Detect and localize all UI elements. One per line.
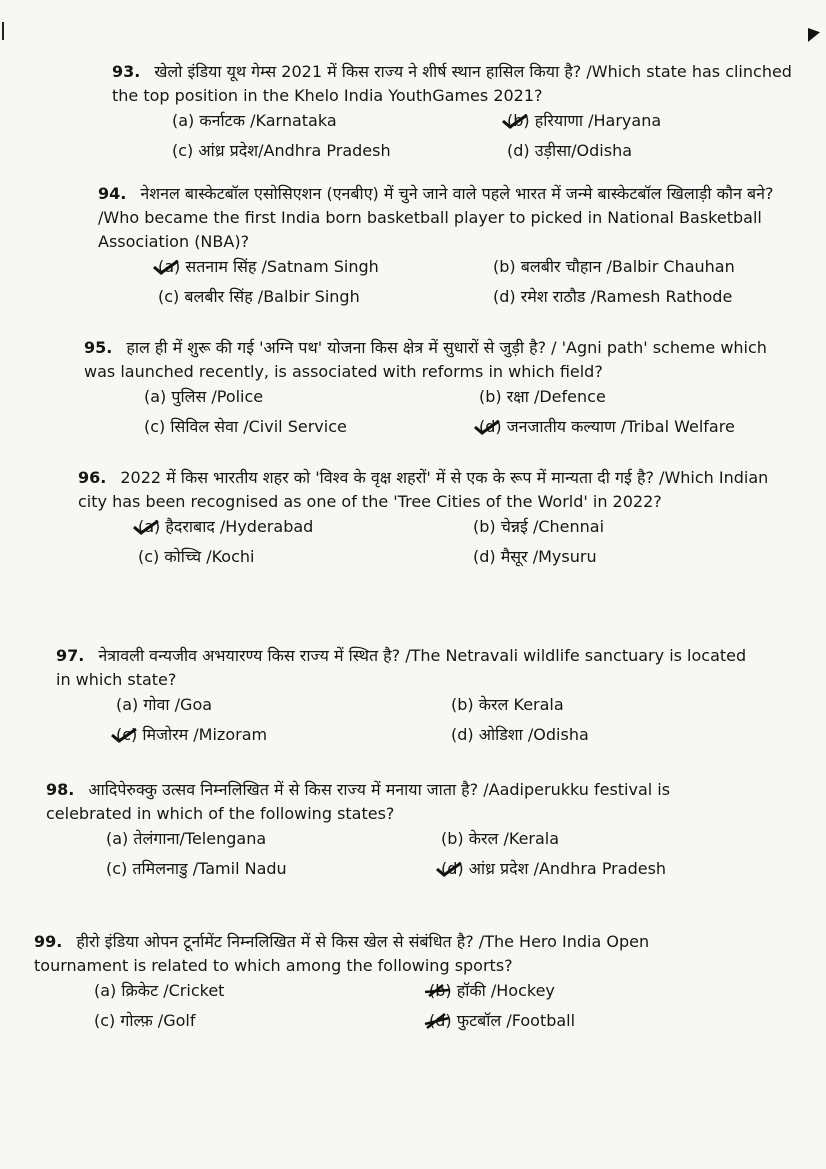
option-c[interactable]: (c) गोल्फ़ /Golf <box>94 1011 196 1030</box>
page-edge-mark <box>2 22 4 40</box>
option-a[interactable]: (a) पुलिस /Police <box>144 387 264 406</box>
options-list <box>78 516 778 578</box>
options-list <box>56 694 756 756</box>
option-d-label: (d) आंध्र प्रदेश /Andhra Pradesh <box>441 859 667 878</box>
question-text: 2022 में किस भारतीय शहर को 'विश्व के वृक्ष शहरों' में से एक के रूप में मान्यता दी गई है? /Which Indian city has been recognised as one of the 'Tree Cities of the World' in 2022? <box>78 468 769 511</box>
question-98 <box>46 778 746 890</box>
option-b-label: (b) हरियाणा /Haryana <box>507 111 662 130</box>
option-a[interactable] <box>158 256 379 278</box>
option-c-label: (c) मिजोरम /Mizoram <box>116 725 268 744</box>
option-a-label: (a) हैदराबाद /Hyderabad <box>138 517 314 536</box>
options-list <box>112 110 812 172</box>
option-d[interactable]: (d) मैसूर /Mysuru <box>473 547 597 566</box>
question-99 <box>34 930 734 1042</box>
question-94 <box>98 182 798 318</box>
question-text: नेत्रावली वन्यजीव अभयारण्य किस राज्य में स्थित है? /The Netravali wildlife sanctuary is located in which state? <box>56 646 747 689</box>
option-b[interactable] <box>507 110 661 132</box>
option-a[interactable]: (a) तेलंगाना/Telengana <box>106 829 267 848</box>
options-list <box>34 980 734 1042</box>
question-number: 99. <box>34 932 63 951</box>
option-c[interactable]: (c) तमिलनाडु /Tamil Nadu <box>106 859 287 878</box>
question-number: 98. <box>46 780 75 799</box>
options-list <box>98 256 798 318</box>
option-c[interactable]: (c) आंध्र प्रदेश/Andhra Pradesh <box>172 141 391 160</box>
option-b[interactable] <box>429 980 555 1002</box>
question-number: 94. <box>98 184 127 203</box>
option-b[interactable]: (b) बलबीर चौहान /Balbir Chauhan <box>493 257 735 276</box>
question-text: नेशनल बास्केटबॉल एसोसिएशन (एनबीए) में चुने जाने वाले पहले भारत में जन्मे बास्केटबॉल खिलाड़ी कौन बने? /Who became the first India born basketball player to picked in National Basketball Association (NBA)? <box>98 184 774 251</box>
question-text: हाल ही में शुरू की गई 'अग्नि पथ' योजना किस क्षेत्र में सुधारों से जुड़ी है? / 'Agni path' scheme which was launched recently, is associated with reforms in which field? <box>84 338 767 381</box>
option-c[interactable]: (c) बलबीर सिंह /Balbir Singh <box>158 287 360 306</box>
option-a[interactable]: (a) कर्नाटक /Karnataka <box>172 111 337 130</box>
option-c[interactable]: (c) सिविल सेवा /Civil Service <box>144 417 347 436</box>
question-96 <box>78 466 778 578</box>
option-a-label: (a) सतनाम सिंह /Satnam Singh <box>158 257 379 276</box>
option-b[interactable]: (b) रक्षा /Defence <box>479 387 606 406</box>
option-d[interactable] <box>429 1010 575 1032</box>
option-c[interactable] <box>116 724 267 746</box>
question-text: हीरो इंडिया ओपन टूर्नामेंट निम्नलिखित में से किस खेल से संबंधित है? /The Hero India Open tournament is related to which among the following sports? <box>34 932 650 975</box>
option-d[interactable] <box>479 416 735 438</box>
question-number: 93. <box>112 62 141 81</box>
option-b[interactable]: (b) केरल Kerala <box>451 695 564 714</box>
question-text: आदिपेरुक्कु उत्सव निम्नलिखित में से किस राज्य में मनाया जाता है? /Aadiperukku festival is celebrated in which of the following states? <box>46 780 671 823</box>
option-a[interactable]: (a) गोवा /Goa <box>116 695 213 714</box>
option-a[interactable] <box>138 516 313 538</box>
question-text: खेलो इंडिया यूथ गेम्स 2021 में किस राज्य ने शीर्ष स्थान हासिल किया है? /Which state has clinched the top position in the Khelo India YouthGames 2021? <box>112 62 792 105</box>
option-b[interactable]: (b) केरल /Kerala <box>441 829 560 848</box>
question-number: 97. <box>56 646 85 665</box>
option-d[interactable]: (d) ओडिशा /Odisha <box>451 725 589 744</box>
corner-arrow-mark <box>808 28 820 42</box>
question-95 <box>84 336 784 448</box>
option-c[interactable]: (c) कोच्चि /Kochi <box>138 547 255 566</box>
option-d[interactable]: (d) रमेश राठौड /Ramesh Rathode <box>493 287 733 306</box>
option-b[interactable]: (b) चेन्नई /Chennai <box>473 517 605 536</box>
question-93 <box>112 60 812 172</box>
option-d[interactable]: (d) उड़ीसा/Odisha <box>507 141 633 160</box>
question-number: 95. <box>84 338 113 357</box>
options-list <box>46 828 746 890</box>
option-d-label: (d) फुटबॉल /Football <box>429 1011 576 1030</box>
question-97 <box>56 644 756 756</box>
option-b-label: (b) हॉकी /Hockey <box>429 981 555 1000</box>
options-list <box>84 386 784 448</box>
option-d[interactable] <box>441 858 666 880</box>
option-d-label: (d) जनजातीय कल्याण /Tribal Welfare <box>479 417 735 436</box>
option-a[interactable]: (a) क्रिकेट /Cricket <box>94 981 225 1000</box>
question-number: 96. <box>78 468 107 487</box>
